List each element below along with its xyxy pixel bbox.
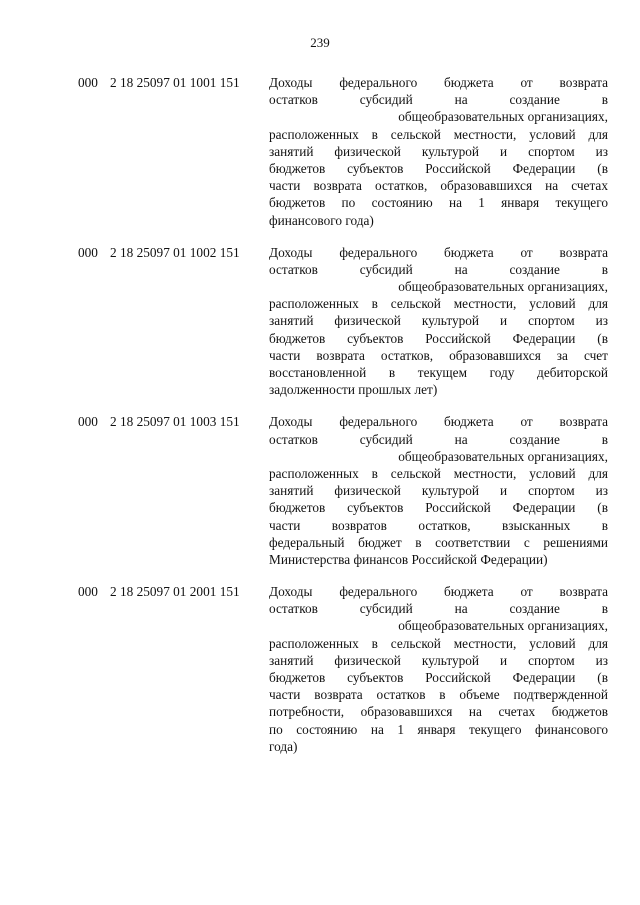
description-line: занятий физической культурой и спортом из [269,652,608,668]
revenue-description [269,583,608,755]
description-line: бюджетов по состоянию на 1 января текущего [269,195,608,211]
budget-classification-code: 2 18 25097 01 1001 151 [110,75,240,90]
description-line: федеральный бюджет в соответствии с решениями [269,534,608,550]
description-line: занятий физической культурой и спортом из [269,313,608,329]
revenue-description [269,413,608,568]
description-line: бюджетов субъектов Российской Федерации (в [269,160,608,176]
description-line: части возврата остатков, образовавшихся за счет [269,347,608,363]
administrator-code: 000 [78,584,98,600]
administrator-code: 000 [78,244,98,260]
description-line: Доходы федерального бюджета от возврата [269,584,608,600]
description-line: части возвратов остатков, взысканных в [269,517,608,533]
description-line: финансового года) [269,212,374,228]
description-line: расположенных в сельской местности, условий для [269,126,608,142]
description-line: года) [269,738,298,754]
description-line: остатков субсидий на создание в [269,431,608,447]
description-line: Доходы федерального бюджета от возврата [269,414,608,430]
description-line: остатков субсидий на создание в [269,601,608,617]
page-number: 239 [310,35,330,50]
description-line: общеобразовательных организациях, [398,279,608,295]
budget-classification-code: 2 18 25097 01 1002 151 [110,244,240,260]
budget-classification-code: 2 18 25097 01 2001 151 [110,584,240,600]
revenue-code-row [78,583,608,755]
description-line: части возврата остатков, образовавшихся на счетах [269,178,608,194]
description-line: бюджетов субъектов Российской Федерации (в [269,500,608,516]
revenue-description [269,244,608,399]
description-line: части возврата остатков в объеме подтвержденной [269,687,608,703]
administrator-code: 000 [78,75,98,90]
revenue-code-row [78,244,608,399]
description-line: расположенных в сельской местности, условий для [269,296,608,312]
administrator-code: 000 [78,414,98,430]
description-line: общеобразовательных организациях, [398,109,608,125]
description-line: занятий физической культурой и спортом из [269,483,608,499]
description-line: задолженности прошлых лет) [269,382,438,398]
description-line: восстановленной в текущем году дебиторской [269,365,608,380]
description-line: остатков субсидий на создание в [269,92,608,108]
description-line: общеобразовательных организациях, [398,448,608,464]
description-line: занятий физической культурой и спортом из [269,143,608,159]
description-line: остатков субсидий на создание в [269,261,608,277]
revenue-code-row [78,74,608,229]
revenue-code-row [78,413,608,568]
description-line: Доходы федерального бюджета от возврата [269,244,608,260]
description-line: бюджетов субъектов Российской Федерации (в [269,670,608,685]
description-line: по состоянию на 1 января текущего финансового [269,721,608,737]
description-line: бюджетов субъектов Российской Федерации (в [269,330,608,346]
revenue-code-list [78,74,608,770]
budget-classification-code: 2 18 25097 01 1003 151 [110,414,240,430]
revenue-description [269,74,608,229]
description-line: Министерства финансов Российской Федерации) [269,551,548,567]
description-line: расположенных в сельской местности, условий для [269,465,608,481]
description-line: Доходы федерального бюджета от возврата [269,75,608,90]
description-line: расположенных в сельской местности, условий для [269,635,608,651]
description-line: общеобразовательных организациях, [398,618,608,634]
description-line: потребности, образовавшихся на счетах бюджетов [269,704,608,720]
